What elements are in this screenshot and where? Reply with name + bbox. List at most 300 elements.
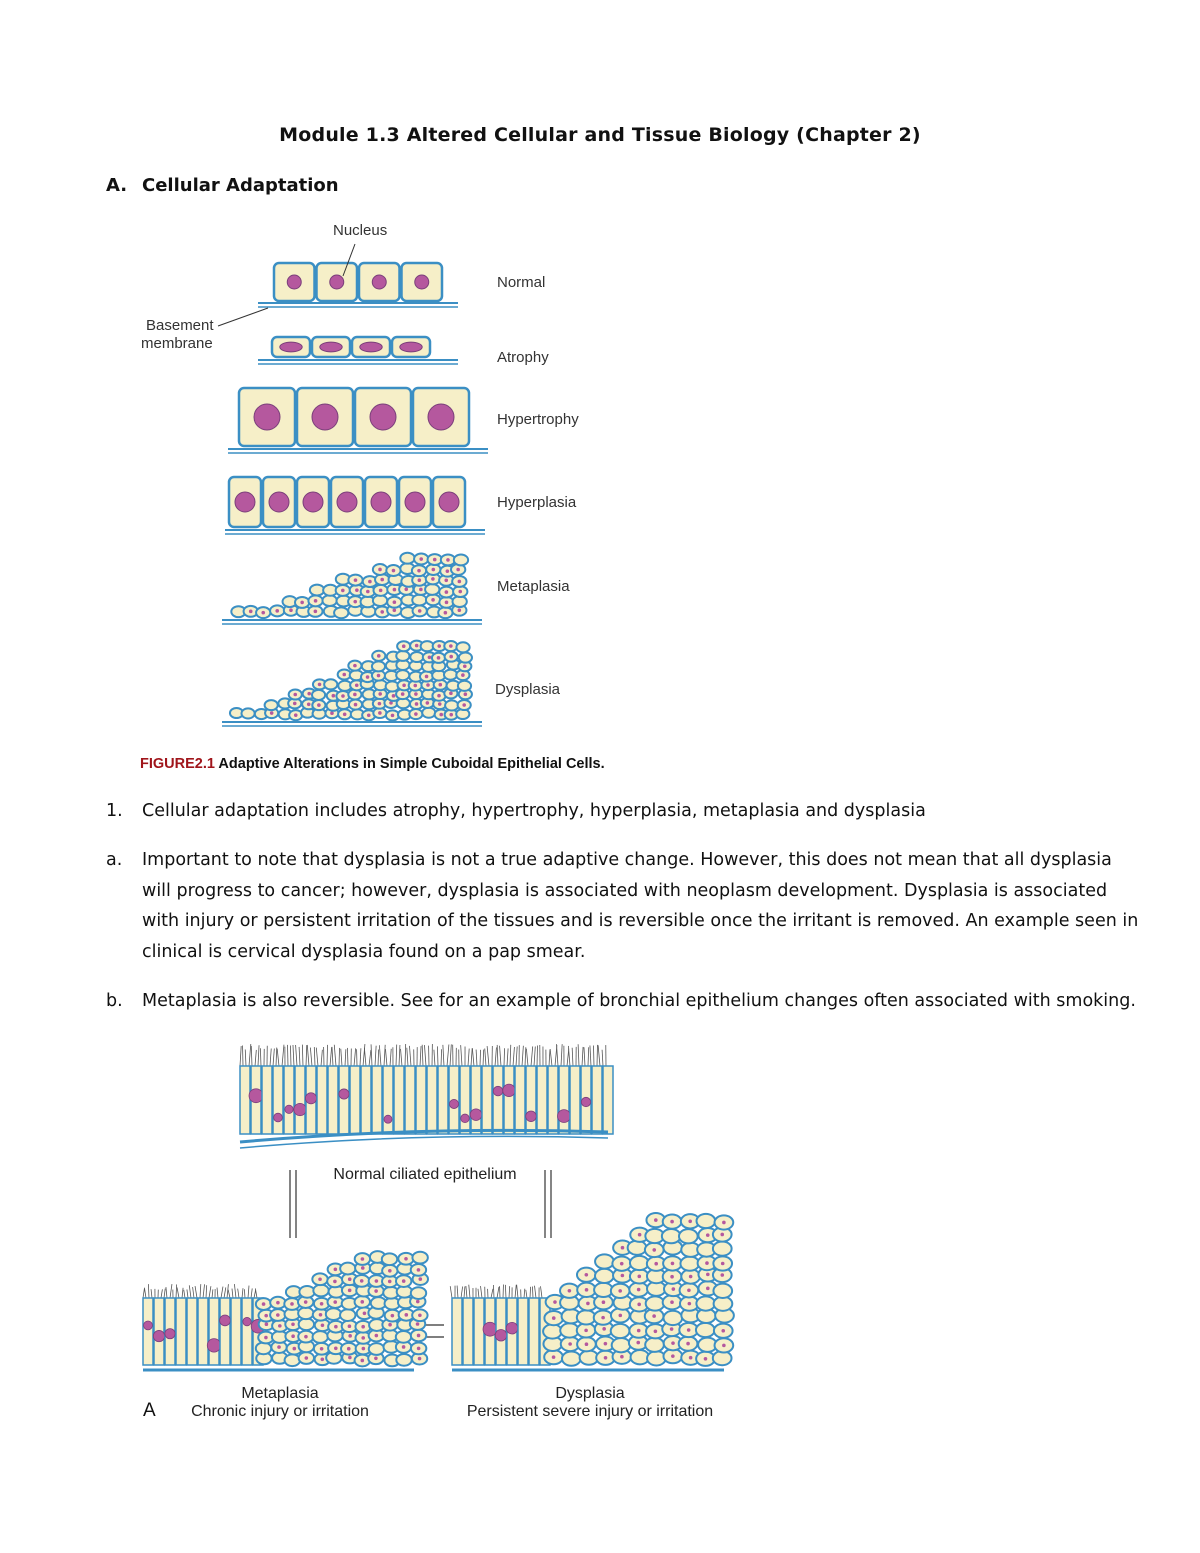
cilium: [310, 1048, 312, 1066]
cilium: [507, 1048, 508, 1066]
columnar-cell: [339, 1066, 349, 1134]
cell-nucleus: [318, 683, 322, 687]
section-marker: A.: [106, 175, 128, 196]
crowded-cell: [410, 652, 423, 662]
cell-nucleus: [670, 1300, 674, 1304]
cilium: [307, 1045, 309, 1066]
cell-nucleus: [425, 675, 429, 679]
columnar-cell: [198, 1298, 208, 1365]
columnar-cell: [427, 1066, 437, 1134]
cell-nucleus: [388, 1323, 392, 1327]
cell-nucleus: [402, 683, 406, 687]
cilium: [177, 1287, 179, 1298]
cilium: [493, 1285, 494, 1298]
cell-nucleus: [720, 1273, 724, 1277]
cell-nucleus: [294, 1103, 306, 1115]
cell-nucleus: [722, 1221, 726, 1225]
cell-nucleus: [654, 1329, 658, 1333]
crowded-cell: [562, 1351, 581, 1365]
cilium: [450, 1044, 451, 1066]
cilium: [450, 1286, 452, 1298]
cilium: [364, 1048, 366, 1066]
columnar-cell: [295, 1066, 305, 1134]
cilium: [248, 1286, 249, 1298]
cell-nucleus: [321, 1324, 325, 1328]
columnar-cell: [350, 1066, 360, 1134]
cilium: [582, 1047, 583, 1066]
cell-nucleus: [431, 577, 435, 581]
cilium: [293, 1045, 294, 1066]
cell-nucleus: [341, 589, 345, 593]
cell-nucleus: [320, 342, 342, 352]
cilium: [437, 1046, 438, 1066]
cell-nucleus: [431, 598, 435, 602]
cell-nucleus: [437, 644, 441, 648]
cell-nucleus: [348, 1334, 352, 1338]
cell-nucleus: [670, 1327, 674, 1331]
cell-nucleus: [449, 1099, 458, 1108]
cell-nucleus: [601, 1316, 605, 1320]
cell-nucleus: [415, 275, 429, 289]
cell-nucleus: [414, 692, 418, 696]
label-normal: Normal: [497, 274, 546, 291]
columnar-cell: [143, 1298, 153, 1365]
label-metaplasia-sub: Chronic injury or irritation: [191, 1403, 369, 1420]
cell-nucleus: [153, 1330, 164, 1341]
cell-nucleus: [254, 404, 280, 430]
cell-nucleus: [670, 1220, 674, 1224]
cell-nucleus: [303, 492, 323, 512]
cilium: [258, 1045, 259, 1066]
cell-nucleus: [637, 1329, 641, 1333]
cell-nucleus: [652, 1314, 656, 1318]
columnar-cell: [416, 1066, 426, 1134]
columnar-cell: [526, 1066, 536, 1134]
crowded-cell: [456, 642, 469, 652]
list-item: [106, 796, 1146, 827]
cilium: [255, 1288, 257, 1298]
cilium: [424, 1045, 426, 1066]
cell-nucleus: [270, 711, 274, 715]
cell-nucleus: [380, 578, 384, 582]
figure-bronchial-epithelium: [0, 1030, 1200, 1440]
cilium: [203, 1284, 205, 1298]
cilium: [487, 1046, 489, 1066]
cell-nucleus: [687, 1289, 691, 1293]
cilium: [422, 1045, 423, 1066]
cell-nucleus: [558, 1110, 571, 1123]
crowded-cell: [664, 1311, 683, 1325]
cell-nucleus: [319, 1313, 323, 1317]
cell-nucleus: [392, 694, 396, 698]
crowded-cell: [400, 553, 414, 564]
crowded-cell: [412, 595, 426, 606]
columnar-cell: [242, 1298, 252, 1365]
cell-nucleus: [354, 703, 358, 707]
cilium: [277, 1049, 279, 1066]
columnar-cell: [537, 1066, 547, 1134]
crowded-cell: [595, 1254, 614, 1268]
crowded-cell: [396, 670, 409, 680]
cell-nucleus: [287, 275, 301, 289]
cilium: [193, 1287, 194, 1298]
cell-nucleus: [437, 694, 441, 698]
cell-nucleus: [293, 693, 297, 697]
cilium: [369, 1050, 371, 1066]
cilium: [481, 1286, 482, 1298]
cilium: [578, 1044, 579, 1066]
cilium: [480, 1050, 481, 1066]
cilium: [354, 1048, 356, 1066]
crowded-cell: [458, 681, 471, 691]
cell-nucleus: [637, 1303, 641, 1307]
cilium: [457, 1286, 458, 1298]
cell-nucleus: [337, 492, 357, 512]
cell-nucleus: [704, 1357, 708, 1361]
cell-nucleus: [404, 1257, 408, 1261]
cell-nucleus: [317, 703, 321, 707]
crowded-cell: [425, 584, 439, 595]
cell-nucleus: [638, 1233, 642, 1237]
cell-nucleus: [243, 1317, 251, 1325]
cilium: [306, 1045, 307, 1066]
cilium: [251, 1288, 252, 1298]
cilium: [515, 1285, 516, 1298]
cilium: [164, 1289, 165, 1298]
cilium: [339, 1048, 340, 1066]
cilium: [541, 1286, 542, 1298]
cell-nucleus: [261, 611, 265, 615]
cell-nucleus: [689, 1356, 693, 1360]
cilium: [240, 1046, 241, 1066]
cilium: [189, 1285, 191, 1298]
cilium: [434, 1050, 435, 1066]
cell-nucleus: [418, 578, 422, 582]
cell-nucleus: [269, 492, 289, 512]
cell-nucleus: [414, 712, 418, 716]
cilium: [584, 1047, 585, 1066]
cell-nucleus: [444, 578, 448, 582]
cell-nucleus: [654, 1262, 658, 1266]
cell-nucleus: [404, 587, 408, 591]
cilium: [148, 1284, 149, 1298]
cell-nucleus: [483, 1322, 497, 1336]
cell-nucleus: [401, 692, 405, 696]
list-text: Important to note that dysplasia is not a true adaptive change. However, this does not mean that all dysplasia will progress to cancer; however, dysplasia is associated with neoplasm development. Dysplasia is associated with injury or persistent irritation of the tissues and is reversible once the irritant is removed. An example seen in clinical is cervical dysplasia found on a pap smear.: [142, 850, 1139, 962]
cilium: [332, 1047, 333, 1066]
cilium: [273, 1048, 274, 1066]
cilium: [588, 1047, 589, 1066]
cell-nucleus: [426, 683, 430, 687]
cell-nucleus: [722, 1344, 726, 1348]
crowded-cell: [445, 700, 458, 710]
cell-nucleus: [348, 1277, 352, 1281]
columnar-cell: [592, 1066, 602, 1134]
cilium: [176, 1284, 177, 1298]
cell-nucleus: [294, 713, 298, 717]
figure-number: FIGURE2.1: [140, 756, 215, 772]
cell-nucleus: [637, 1288, 641, 1292]
cell-nucleus: [348, 1289, 352, 1293]
cell-nucleus: [207, 1339, 220, 1352]
columnar-cell: [515, 1066, 525, 1134]
cell-nucleus: [378, 692, 382, 696]
cell-nucleus: [378, 568, 382, 572]
crowded-cell: [298, 1307, 313, 1319]
cell-nucleus: [334, 1268, 338, 1272]
cell-nucleus: [636, 1341, 640, 1345]
cell-nucleus: [671, 1354, 675, 1358]
cell-nucleus: [360, 342, 382, 352]
cell-nucleus: [458, 590, 462, 594]
cell-nucleus: [456, 568, 460, 572]
cell-nucleus: [445, 601, 449, 605]
cell-nucleus: [413, 684, 417, 688]
columnar-cell: [240, 1066, 250, 1134]
crowded-cell: [444, 670, 457, 680]
section-label: Cellular Adaptation: [142, 175, 339, 196]
cilium: [549, 1050, 550, 1066]
cell-nucleus: [672, 1287, 676, 1291]
crowded-cell: [679, 1229, 698, 1243]
cell-nucleus: [363, 1311, 367, 1315]
cell-nucleus: [341, 694, 345, 698]
columnar-cell: [474, 1298, 484, 1365]
cilium: [598, 1045, 600, 1066]
cell-nucleus: [330, 275, 344, 289]
cilium: [151, 1289, 152, 1298]
cilium: [302, 1045, 303, 1066]
cilium: [234, 1284, 236, 1298]
cell-nucleus: [264, 1314, 268, 1318]
cell-nucleus: [618, 1289, 622, 1293]
cell-nucleus: [586, 1302, 590, 1306]
cell-nucleus: [360, 1300, 364, 1304]
cilium: [590, 1045, 591, 1066]
list-marker: b.: [106, 991, 123, 1011]
cilium: [525, 1047, 526, 1066]
cell-nucleus: [293, 1347, 297, 1351]
figure-caption-text: Adaptive Alterations in Simple Cuboidal Epithelial Cells.: [214, 756, 605, 772]
columnar-cell: [460, 1066, 470, 1134]
cell-nucleus: [428, 655, 432, 659]
crowded-cell: [459, 653, 472, 663]
crowded-cell: [454, 555, 468, 566]
columnar-cell: [518, 1298, 528, 1365]
cell-nucleus: [339, 1089, 349, 1099]
cell-nucleus: [402, 1345, 406, 1349]
columnar-cell: [317, 1066, 327, 1134]
cilium: [495, 1047, 496, 1066]
cell-nucleus: [417, 1334, 421, 1338]
cilium: [238, 1289, 239, 1298]
cell-nucleus: [439, 713, 443, 717]
crowded-cell: [313, 1331, 328, 1343]
cilium: [212, 1289, 213, 1298]
cilium: [224, 1287, 226, 1298]
label-metaplasia-title: Metaplasia: [241, 1385, 319, 1402]
cilium: [200, 1284, 201, 1298]
list-marker: a.: [106, 850, 123, 870]
columnar-cell: [559, 1066, 569, 1134]
cilium: [568, 1046, 570, 1066]
cell-nucleus: [620, 1262, 624, 1266]
cell-nucleus: [165, 1329, 175, 1339]
cell-nucleus: [415, 644, 419, 648]
columnar-cell: [328, 1066, 338, 1134]
cell-nucleus: [342, 673, 346, 677]
cell-nucleus: [405, 492, 425, 512]
cilium: [602, 1050, 603, 1066]
cell-nucleus: [585, 1342, 589, 1346]
cilium: [399, 1045, 400, 1066]
columnar-cell: [176, 1298, 186, 1365]
columnar-cell: [262, 1066, 272, 1134]
crowded-cell: [265, 700, 278, 710]
crowded-cell: [595, 1269, 614, 1283]
crowded-cell: [310, 585, 324, 596]
cell-nucleus: [274, 1113, 283, 1122]
cilium: [561, 1044, 562, 1066]
crowded-cell: [334, 607, 348, 618]
cilium: [407, 1048, 408, 1066]
cilium: [327, 1045, 328, 1066]
cell-nucleus: [585, 1273, 589, 1277]
figure-2-illustration: [0, 1030, 1200, 1440]
columnar-cell: [231, 1298, 241, 1365]
cilium: [316, 1048, 318, 1066]
cell-nucleus: [370, 404, 396, 430]
cilium: [255, 1050, 256, 1066]
cilium: [345, 1049, 346, 1066]
label-dysplasia-title: Dysplasia: [555, 1385, 625, 1402]
cilium: [195, 1286, 197, 1298]
cell-nucleus: [290, 1302, 294, 1306]
cilium: [282, 1045, 284, 1066]
list-item: [106, 986, 1166, 1017]
cell-nucleus: [602, 1300, 606, 1304]
cell-nucleus: [361, 1359, 365, 1363]
columnar-cell: [603, 1066, 613, 1134]
columnar-cell: [438, 1066, 448, 1134]
cell-nucleus: [438, 683, 442, 687]
list-text: Cellular adaptation includes atrophy, hypertrophy, hyperplasia, metaplasia and dysplasia: [142, 801, 926, 821]
cell-nucleus: [584, 1329, 588, 1333]
cell-nucleus: [621, 1246, 625, 1250]
crowded-cell: [612, 1338, 631, 1352]
columnar-cell: [187, 1298, 197, 1365]
columnar-cell: [209, 1298, 219, 1365]
cilium: [522, 1046, 523, 1066]
cilium: [401, 1049, 402, 1066]
label-hypertrophy: Hypertrophy: [497, 411, 579, 428]
cell-nucleus: [417, 1268, 421, 1272]
label-nucleus: Nucleus: [333, 222, 388, 239]
cell-nucleus: [671, 1262, 675, 1266]
cilium: [145, 1289, 146, 1298]
crowded-cell: [577, 1310, 596, 1324]
cilium: [526, 1290, 527, 1298]
cilium: [478, 1289, 479, 1298]
cell-nucleus: [391, 714, 395, 718]
cell-nucleus: [417, 569, 421, 573]
cilium: [509, 1286, 510, 1298]
cell-nucleus: [418, 609, 422, 613]
cell-nucleus: [461, 673, 465, 677]
cell-nucleus: [360, 1279, 364, 1283]
cilium: [524, 1289, 525, 1298]
cell-nucleus: [419, 588, 423, 592]
cilium: [550, 1049, 552, 1066]
cell-nucleus: [220, 1315, 231, 1326]
cell-nucleus: [526, 1111, 537, 1122]
cell-nucleus: [249, 610, 253, 614]
cilium: [532, 1287, 533, 1298]
cell-nucleus: [291, 1334, 295, 1338]
cell-nucleus: [278, 1324, 282, 1328]
cell-nucleus: [307, 702, 311, 706]
cilium: [491, 1289, 493, 1298]
cell-nucleus: [553, 1300, 557, 1304]
crowded-cell: [713, 1241, 732, 1255]
cilium: [420, 1046, 421, 1066]
cell-nucleus: [374, 1289, 378, 1293]
cell-nucleus: [637, 1275, 641, 1279]
crowded-cell: [697, 1214, 716, 1228]
crowded-cell: [372, 661, 385, 671]
cell-nucleus: [720, 1233, 724, 1237]
cilium: [296, 1045, 297, 1066]
cell-nucleus: [305, 1093, 316, 1104]
cell-nucleus: [604, 1356, 608, 1360]
cell-nucleus: [334, 1325, 338, 1329]
cilium: [341, 1049, 342, 1066]
cilium: [504, 1048, 505, 1066]
crowded-cell: [396, 1331, 411, 1343]
basement-pointer: [218, 308, 268, 326]
cilium: [299, 1047, 300, 1066]
cell-nucleus: [687, 1328, 691, 1332]
label-dysplasia: Dysplasia: [495, 681, 561, 698]
crowded-cell: [630, 1256, 649, 1270]
crowded-cell: [285, 1354, 300, 1366]
label-metaplasia: Metaplasia: [497, 578, 570, 595]
cilium: [505, 1285, 506, 1298]
cell-nucleus: [688, 1219, 692, 1223]
cell-nucleus: [262, 1302, 266, 1306]
cell-nucleus: [552, 1316, 556, 1320]
label-basement: Basement: [146, 317, 214, 334]
cilium: [409, 1046, 411, 1066]
crowded-cell: [422, 708, 435, 718]
cell-nucleus: [438, 702, 442, 706]
cell-nucleus: [449, 713, 453, 717]
cell-nucleus: [280, 342, 302, 352]
columnar-cell: [452, 1298, 462, 1365]
columnar-cell: [394, 1066, 404, 1134]
label-normal-ciliated: Normal ciliated epithelium: [333, 1166, 517, 1183]
crowded-cell: [628, 1241, 647, 1255]
crowded-cell: [412, 1252, 427, 1264]
cilium: [534, 1286, 536, 1298]
cilium: [461, 1286, 463, 1298]
columnar-cell: [493, 1066, 503, 1134]
cell-nucleus: [706, 1287, 710, 1291]
crowded-cell: [313, 1285, 328, 1297]
cell-nucleus: [449, 644, 453, 648]
cell-nucleus: [686, 1342, 690, 1346]
cell-nucleus: [418, 1357, 422, 1361]
